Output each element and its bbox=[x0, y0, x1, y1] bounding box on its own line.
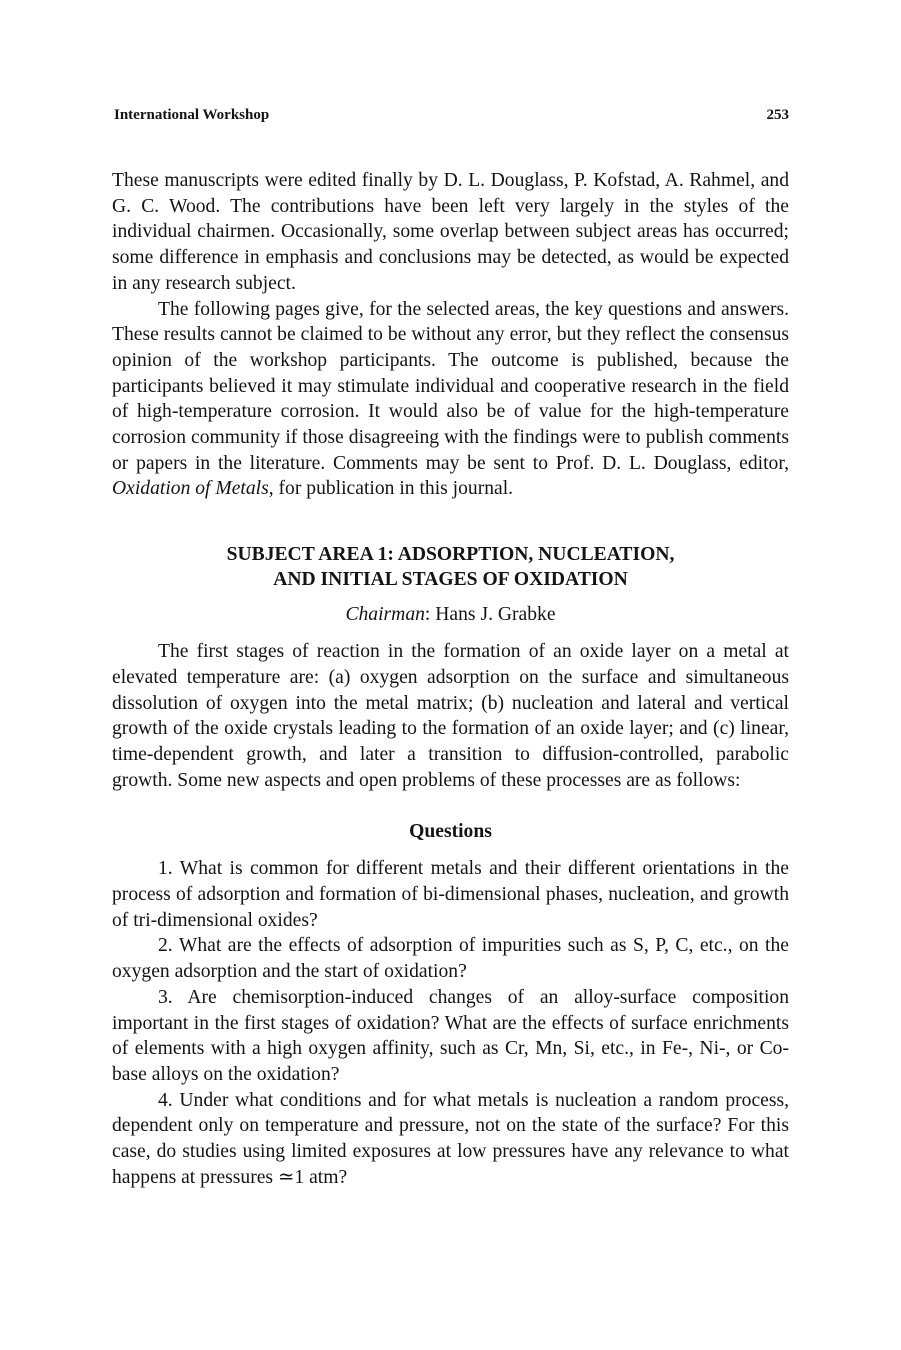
paragraph-following-pages-text: The following pages give, for the selected areas, the key questions and answers. These results cannot be claimed to be without any error, but they reflect the consensus opinion of the workshop participants. The outcome is published, because the participants believed it may stimulate individual and cooperative research in the field of high-temperature corrosion. It would also be of value for the high-temperature corrosion community if those disagreeing with the findings were to publish comments or papers in the literature. Comments may be sent to Prof. D. L. Douglass, editor, bbox=[112, 298, 789, 474]
subject-area-title-line1: SUBJECT AREA 1: ADSORPTION, NUCLEATION, bbox=[226, 544, 675, 566]
chairman-separator: : bbox=[424, 604, 431, 626]
subject-area-title-line2: AND INITIAL STAGES OF OXIDATION bbox=[273, 569, 628, 591]
subject-area-heading bbox=[112, 542, 789, 592]
chairman-line bbox=[112, 602, 789, 627]
questions-heading: Questions bbox=[409, 821, 492, 843]
chairman-label: Chairman bbox=[345, 604, 425, 626]
question-4: 4. Under what conditions and for what metals is nucleation a random process, dependent only on temperature and pressure, not on the state of the surface? For this case, do studies using limited exposures at low pressures have any relevance to what happens at pressures ≃1 atm? bbox=[112, 1089, 789, 1188]
running-head bbox=[114, 107, 789, 124]
question-2: 2. What are the effects of adsorption of impurities such as S, P, C, etc., on the oxygen adsorption and the start of oxidation? bbox=[112, 935, 789, 983]
paragraph-following-pages-tail: , for publication in this journal. bbox=[268, 478, 514, 500]
body-text bbox=[112, 168, 789, 1191]
page-number: 253 bbox=[766, 107, 789, 123]
chairman-name: Hans J. Grabke bbox=[435, 604, 556, 626]
question-1: 1. What is common for different metals and their different orientations in the process of adsorption and formation of bi-dimensional phases, nucleation, and growth of tri-dimensional oxides? bbox=[112, 858, 789, 931]
paragraph-following-pages bbox=[112, 297, 789, 503]
running-title: International Workshop bbox=[114, 107, 270, 123]
journal-name: Oxidation of Metals bbox=[112, 478, 269, 500]
intro-paragraph: The first stages of reaction in the formation of an oxide layer on a metal at elevated temperature are: (a) oxygen adsorption on the surface and simultaneous dissolution of oxygen into the metal matrix; (b) nucleation and lateral and vertical growth of the oxide crystals leading to the formation of an oxide layer; and (c) linear, time-dependent growth, and later a transition to diffusion-controlled, parabolic growth. Some new aspects and open problems of these processes are as follows: bbox=[112, 641, 789, 791]
question-3: 3. Are chemisorption-induced changes of an alloy-surface composition important in the first stages of oxidation? What are the effects of surface enrichments of elements with a high oxygen affinity, such as Cr, Mn, Si, etc., in Fe-, Ni-, or Co-base alloys on the oxidation? bbox=[112, 986, 789, 1085]
paragraph-editors: These manuscripts were edited finally by D. L. Douglass, P. Kofstad, A. Rahmel, and G. C. Wood. The contributions have been left very largely in the styles of the individual chairmen. Occasionally, some overlap between subject areas has occurred; some difference in emphasis and conclusions may be detected, as would be expected in any research subject. bbox=[112, 170, 789, 294]
